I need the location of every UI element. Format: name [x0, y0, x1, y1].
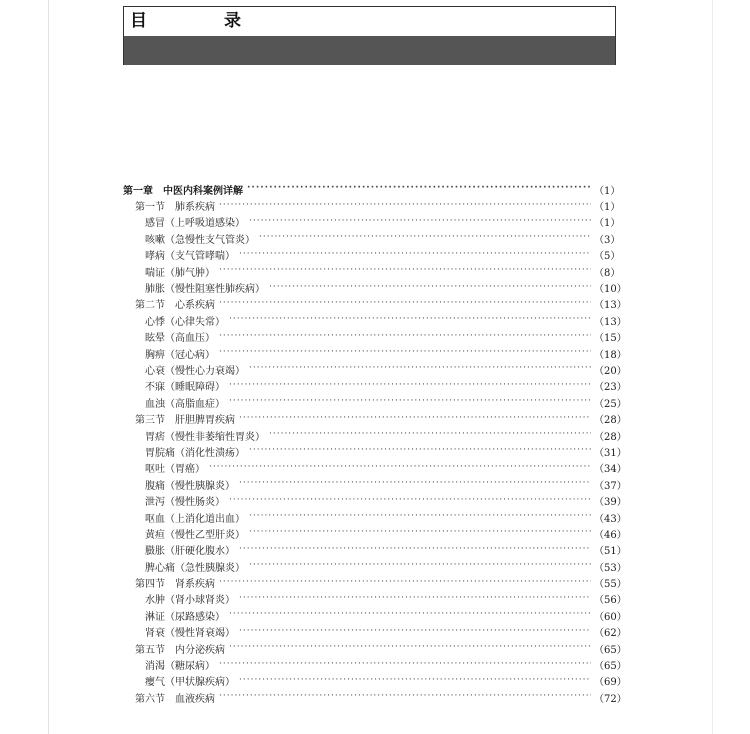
toc-section-row[interactable] [123, 197, 621, 214]
dot-leader [229, 381, 591, 391]
dot-leader [239, 676, 591, 686]
toc-entry-row[interactable] [123, 607, 627, 623]
toc-entry-title: 喘证（肺气肿） [145, 267, 215, 279]
toc-page-number: （46） [594, 529, 627, 541]
toc-entry-title: 肺胀（慢性阻塞性肺疾病） [145, 284, 265, 296]
toc-page-number: （13） [594, 316, 627, 328]
toc-page-number: （55） [594, 579, 627, 591]
dot-leader [239, 414, 591, 424]
toc-entry-row[interactable] [123, 492, 627, 509]
toc-entry-title: 不寐（睡眠障碍） [145, 382, 225, 394]
toc-section-title: 第四节 肾系疾病 [135, 579, 215, 591]
toc-entry-row[interactable] [123, 214, 621, 230]
toc-page-number: （62） [594, 628, 627, 640]
toc-page-number: （65） [594, 644, 627, 656]
toc-page-number: （56） [594, 595, 627, 607]
toc-chapter-row[interactable] [123, 181, 621, 197]
toc-section-row[interactable] [123, 640, 627, 656]
toc-chapter-title: 第一章 中医内科案例详解 [123, 185, 243, 197]
page-title: 目 录 [130, 11, 271, 31]
toc-entry-title: 心衰（慢性心力衰竭） [145, 365, 245, 377]
dot-leader [229, 315, 591, 325]
toc-page-number: （1） [594, 185, 621, 197]
toc-entry-title: 感冒（上呼吸道感染） [145, 218, 245, 230]
toc-page-number: （34） [594, 464, 627, 476]
toc-page-number: （8） [594, 267, 621, 279]
toc-section-row[interactable] [123, 296, 627, 312]
dot-leader [269, 283, 591, 293]
toc-entry-row[interactable] [123, 542, 627, 558]
page-edge-left [48, 0, 49, 734]
dot-leader [219, 578, 591, 588]
toc-entry-title: 胸痹（冠心病） [145, 349, 215, 361]
toc-entry-row[interactable] [123, 509, 627, 525]
toc-page-number: （37） [594, 480, 627, 492]
toc-section-row[interactable] [123, 689, 627, 705]
toc-page-number: （31） [594, 447, 627, 459]
toc-entry-title: 肾衰（慢性肾衰竭） [145, 628, 235, 640]
toc-page-number: （18） [594, 349, 627, 361]
toc-page-number: （10） [594, 284, 627, 296]
toc-page-number: （13） [594, 300, 627, 312]
toc-entry-title: 脾心痛（急性胰腺炎） [145, 562, 245, 574]
toc-entry-row[interactable] [123, 673, 627, 689]
toc-section-row[interactable] [123, 410, 627, 427]
toc-section-title: 第五节 内分泌疾病 [135, 644, 225, 656]
toc-page-number: （15） [594, 333, 627, 345]
dot-leader [239, 627, 591, 637]
dot-leader [249, 561, 591, 571]
toc-entry-title: 腹痛（慢性胰腺炎） [145, 480, 235, 492]
toc-section-title: 第一节 肺系疾病 [135, 202, 215, 214]
toc-entry-title: 胃痞（慢性非萎缩性胃炎） [145, 431, 265, 443]
toc-entry-row[interactable] [123, 591, 627, 607]
dot-leader [249, 528, 591, 538]
toc-section-title: 第六节 血液疾病 [135, 693, 215, 705]
toc-entry-title: 消渴（糖尿病） [145, 661, 215, 673]
toc-entry-title: 血浊（高脂血症） [145, 398, 225, 410]
toc-entry-row[interactable] [123, 329, 627, 345]
dot-leader [219, 348, 591, 358]
toc-entry-row[interactable] [123, 558, 627, 574]
dot-leader [219, 692, 591, 702]
toc-entry-row[interactable] [123, 394, 627, 410]
dot-leader [239, 545, 591, 555]
toc-page-number: （72） [594, 693, 627, 705]
toc-page-number: （39） [594, 497, 627, 509]
dot-leader [219, 299, 591, 309]
dot-leader [229, 496, 591, 506]
toc-entry-title: 黄疸（慢性乙型肝炎） [145, 529, 245, 541]
dot-leader [229, 610, 591, 620]
toc-page-number: （65） [594, 661, 627, 673]
toc-page-number: （28） [594, 431, 627, 443]
dot-leader [239, 479, 591, 489]
toc-page-number: （3） [594, 234, 621, 246]
toc-header [123, 6, 616, 65]
toc-page-number: （1） [594, 218, 621, 230]
dot-leader [209, 463, 591, 473]
toc-section-title: 第三节 肝胆脾胃疾病 [135, 415, 235, 427]
toc-entry-title: 心悸（心律失常） [145, 316, 225, 328]
toc-page-number: （23） [594, 382, 627, 394]
dot-leader [219, 332, 591, 342]
toc-section-title: 第二节 心系疾病 [135, 300, 215, 312]
toc-entry-row[interactable] [123, 247, 621, 263]
dot-leader [219, 660, 591, 670]
toc-entry-title: 眩晕（高血压） [145, 333, 215, 345]
toc-entry-title: 臌胀（肝硬化腹水） [145, 546, 235, 558]
toc-entry-row[interactable] [123, 525, 627, 541]
toc-entry-row[interactable] [123, 624, 627, 640]
toc-entry-row[interactable] [123, 345, 627, 361]
toc-entry-title: 淋证（尿路感染） [145, 611, 225, 623]
toc-page-number: （53） [594, 562, 627, 574]
toc-page-number: （43） [594, 513, 627, 525]
toc-entry-row[interactable] [123, 361, 627, 377]
dot-leader [249, 446, 591, 456]
table-of-contents [123, 181, 627, 706]
dot-leader [249, 512, 591, 522]
page-edge-right [712, 0, 713, 734]
dot-leader [247, 184, 591, 194]
toc-entry-title: 瘿气（甲状腺疾病） [145, 677, 235, 689]
dot-leader [249, 217, 591, 227]
toc-entry-title: 呕吐（胃癌） [145, 464, 205, 476]
dot-leader [229, 643, 591, 653]
toc-page-number: （60） [594, 611, 627, 623]
dot-leader [239, 250, 591, 260]
toc-entry-title: 呕血（上消化道出血） [145, 513, 245, 525]
toc-entry-title: 咳嗽（急慢性支气管炎） [145, 234, 255, 246]
toc-entry-row[interactable] [123, 427, 627, 443]
toc-page-number: （25） [594, 398, 627, 410]
toc-page-number: （51） [594, 546, 627, 558]
dot-leader [229, 397, 591, 407]
toc-entry-row[interactable] [123, 443, 627, 459]
dot-leader [219, 266, 591, 276]
toc-entry-title: 水肿（肾小球肾炎） [145, 595, 235, 607]
toc-entry-row[interactable] [123, 460, 627, 476]
toc-entry-title: 胃脘痛（消化性溃疡） [145, 447, 245, 459]
toc-entry-row[interactable] [123, 378, 627, 394]
toc-page-number: （69） [594, 677, 627, 689]
toc-page-number: （5） [594, 251, 621, 263]
dot-leader [219, 201, 591, 211]
toc-entry-row[interactable] [123, 476, 627, 492]
toc-section-row[interactable] [123, 574, 627, 591]
toc-entry-title: 泄泻（慢性肠炎） [145, 497, 225, 509]
dot-leader [269, 430, 591, 440]
toc-entry-row[interactable] [123, 279, 627, 296]
header-band [124, 36, 615, 65]
toc-entry-row[interactable] [123, 656, 627, 673]
toc-entry-title: 哮病（支气管哮喘） [145, 251, 235, 263]
toc-page-number: （28） [594, 415, 627, 427]
toc-page-number: （1） [594, 202, 621, 214]
toc-entry-row[interactable] [123, 230, 621, 246]
dot-leader [249, 364, 591, 374]
dot-leader [259, 233, 591, 243]
dot-leader [239, 594, 591, 604]
toc-page-number: （20） [594, 365, 627, 377]
toc-entry-row[interactable] [123, 312, 627, 328]
toc-entry-row[interactable] [123, 263, 621, 279]
